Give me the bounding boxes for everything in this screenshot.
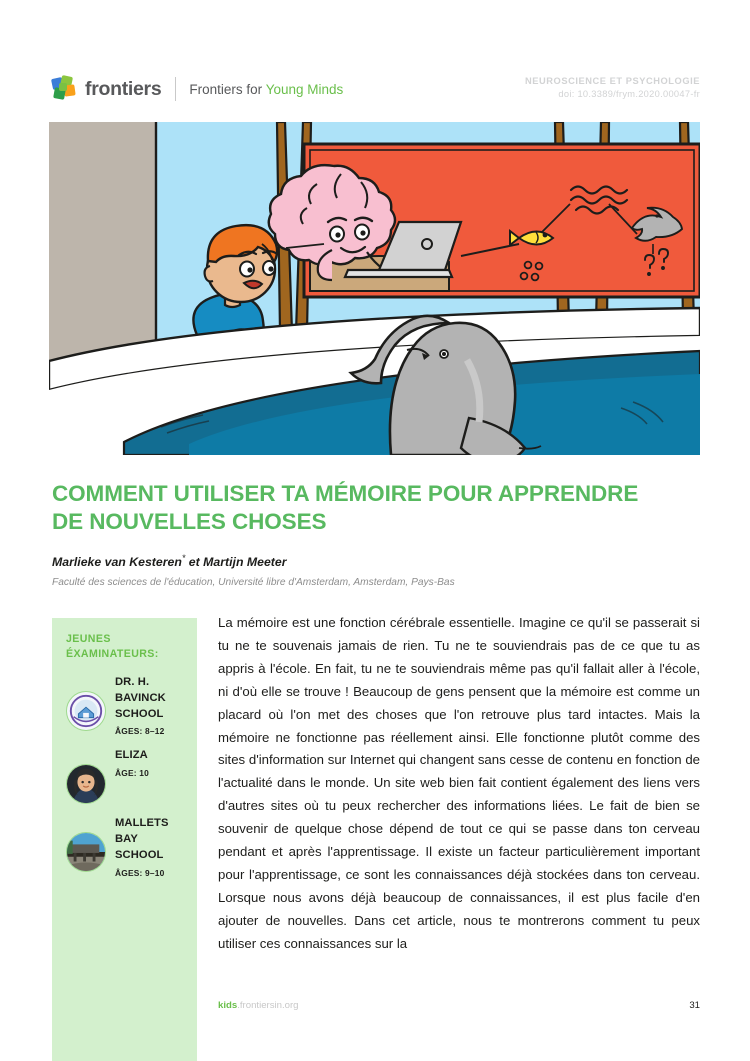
hero-illustration-svg xyxy=(49,122,700,455)
hero-illustration xyxy=(49,122,700,455)
reviewer-name: ELIZA xyxy=(115,749,148,762)
author-primary: Marlieke van Kesteren xyxy=(52,555,182,570)
reviewer-age: ÂGES: 8–12 xyxy=(115,726,165,737)
tagline-highlight: Young Minds xyxy=(265,81,344,97)
journal-category: NEUROSCIENCE ET PSYCHOLOGIE xyxy=(525,76,700,86)
journal-tagline xyxy=(189,82,343,97)
article-doi: doi: 10.3389/frym.2020.00047-fr xyxy=(558,89,700,99)
journal-meta xyxy=(525,76,700,99)
author-secondary: et Martijn Meeter xyxy=(185,555,287,570)
brand-wordmark: frontiers xyxy=(85,77,162,100)
footer-site-bold: kids xyxy=(218,1000,238,1011)
sidebar-heading: JEUNES ÉXAMINATEURS: xyxy=(66,633,159,661)
brand-divider xyxy=(175,77,176,101)
young-reviewers-sidebar xyxy=(52,618,197,1061)
portrait-avatar-icon xyxy=(66,764,106,804)
reviewer-info xyxy=(115,816,185,878)
page-title: COMMENT UTILISER TA MÉMOIRE POUR APPRENDRE DE NOUVELLES CHOSES xyxy=(52,481,639,534)
footer-site-url xyxy=(218,1000,299,1011)
author-correspondence-marker: * xyxy=(181,553,186,563)
reviewer-name: DR. H. BAVINCK SCHOOL xyxy=(115,675,166,720)
reviewer-info xyxy=(115,748,149,778)
frontiers-logo-icon xyxy=(52,76,78,102)
reviewer-age: ÂGES: 9–10 xyxy=(115,868,165,879)
reviewer-item xyxy=(66,748,185,804)
reviewer-item xyxy=(66,675,185,737)
footer-site-rest: .frontiersin.org xyxy=(237,1000,299,1011)
reviewer-item xyxy=(66,816,185,878)
article-body: La mémoire est une fonction cérébrale essentielle. Imagine ce qu'il se passerait si tu ne te souvenais jamais de rien. Tu ne te souviendrais pas de ce que tu as appris à l'école. En fait, tu ne te souviendrais même pas qu'il fallait aller à l'école, ni d'où elle se trouve ! Beaucoup de gens pensent que la mémoire est comme un placard où l'on met des choses que l'on retrouve plus tard intactes. Mais la mémoire ne fonctionne pas réellement ainsi. Elle fonctionne plutôt comme des sites d'information sur Internet qui changent sans cesse de contenu en fonction de l'actualité dans le monde. Un site web bien fait contient également des liens vers d'autres sites où tu peux rechercher des informations liées. Le fait de bien se souvenir de quelque chose dépend de tout ce qui se passe dans ton cerveau pendant et après l'apprentissage. Il existe un facteur particulièrement important pour l'apprentissage, ce sont les connaissances déjà stockées dans ton cerveau. Lorsque nous avons déjà beaucoup de connaissances, il est plus facile d'en ajouter de nouvelles. Dans cet article, nous te montrerons comment tu peux utiliser ces connaissances sur la xyxy=(218,615,700,951)
reviewer-age: ÂGE: 10 xyxy=(115,768,149,779)
school-building-avatar-icon xyxy=(66,832,106,872)
page-number: 31 xyxy=(689,1000,700,1011)
affiliation-line: Faculté des sciences de l'éducation, Université libre d'Amsterdam, Amsterdam, Pays-Bas xyxy=(52,577,455,588)
authors-line xyxy=(52,553,692,569)
reviewer-name: MALLETS BAY SCHOOL xyxy=(115,817,169,862)
tagline-prefix: Frontiers for xyxy=(189,81,266,97)
reviewer-info xyxy=(115,675,185,737)
page-header xyxy=(52,72,700,106)
footer-divider xyxy=(218,986,700,987)
school-crest-avatar-icon xyxy=(66,691,106,731)
